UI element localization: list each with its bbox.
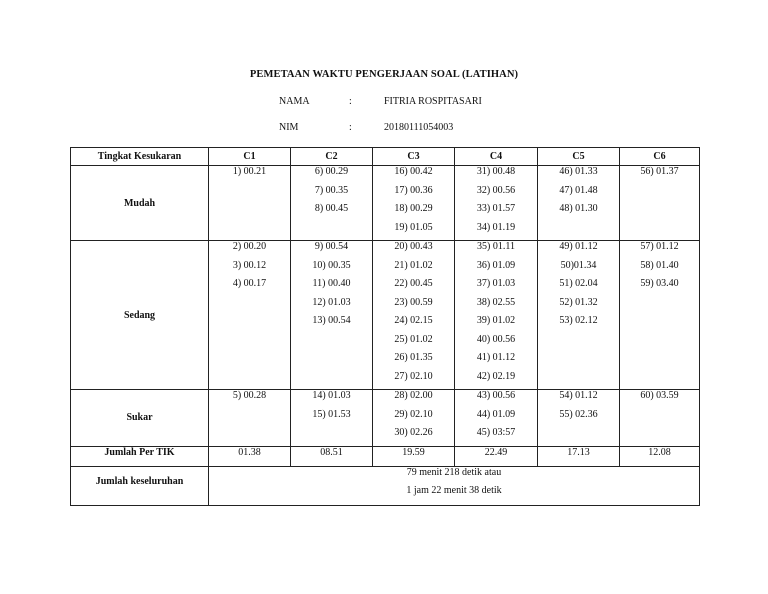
time-entry: 8) 00.45 [314,203,349,214]
total-c2: 08.51 [291,446,373,466]
cell-sedang-c3 [373,241,455,390]
total-label: Jumlah Per TIK [71,446,209,466]
row-label-sedang: Sedang [71,241,209,390]
time-entry: 22) 00.45 [394,278,433,289]
time-entry: 36) 01.09 [476,259,516,271]
row-label-mudah: Mudah [71,166,209,241]
time-entry: 20) 00.43 [394,241,433,252]
time-entry: 46) 01.33 [559,166,598,177]
time-entry: 43) 00.56 [476,390,516,401]
time-entry: 56) 01.37 [640,166,679,177]
time-entry: 25) 01.02 [394,333,433,345]
header-row [71,148,700,166]
header-c1: C1 [209,148,291,166]
total-c6: 12.08 [620,446,700,466]
row-jumlah-keseluruhan [71,466,700,505]
time-entry: 19) 01.05 [394,221,433,233]
cell-sedang-c6 [620,241,700,390]
cell-sukar-c5 [538,390,620,447]
time-entry: 28) 02.00 [394,390,433,401]
time-entry: 26) 01.35 [394,352,433,363]
nim-label: NIM [279,122,299,133]
time-entry: 44) 01.09 [476,408,516,420]
time-entry: 52) 01.32 [559,296,598,308]
time-entry: 6) 00.29 [314,166,349,177]
cell-sedang-c2 [291,241,373,390]
cell-sedang-c4 [455,241,538,390]
cell-sukar-c2 [291,390,373,447]
cell-mudah-c3 [373,166,455,241]
time-entry: 24) 02.15 [394,315,433,326]
time-entry: 18) 00.29 [394,203,433,214]
document-title: PEMETAAN WAKTU PENGERJAAN SOAL (LATIHAN) [249,69,519,80]
time-entry: 50)01.34 [560,259,597,271]
row-label-sukar: Sukar [71,390,209,447]
time-entry: 35) 01.11 [477,241,515,252]
time-entry: 49) 01.12 [559,241,598,252]
time-entry: 33) 01.57 [476,203,516,214]
overall-line-1: 79 menit 218 detik atau [406,466,502,478]
header-c6: C6 [620,148,700,166]
nim-value: 20180111054003 [384,122,454,133]
time-entry: 51) 02.04 [559,278,598,289]
time-entry: 54) 01.12 [559,390,598,401]
name-value: FITRIA ROSPITASARI [384,96,482,107]
time-entry: 23) 00.59 [394,296,433,308]
overall-value [209,466,700,505]
time-entry: 47) 01.48 [559,184,598,196]
time-entry: 11) 00.40 [312,278,351,289]
row-sukar [71,390,700,447]
time-entry: 21) 01.02 [394,259,433,271]
time-entry: 42) 02.19 [476,370,516,382]
time-entry: 27) 02.10 [394,370,433,382]
time-entry: 41) 01.12 [476,352,516,363]
time-entry: 55) 02.36 [559,408,598,420]
time-entry: 48) 01.30 [559,203,598,214]
name-separator: : [349,96,352,107]
time-entry: 58) 01.40 [640,259,679,271]
name-label: NAMA [279,96,310,107]
time-entry: 60) 03.59 [640,390,679,401]
header-tingkat-kesukaran: Tingkat Kesukaran [71,148,209,166]
cell-sukar-c6 [620,390,700,447]
time-entry: 14) 01.03 [312,390,351,401]
total-c3: 19.59 [373,446,455,466]
time-entry: 12) 01.03 [312,296,351,308]
cell-sukar-c1 [209,390,291,447]
cell-mudah-c5 [538,166,620,241]
time-entry: 7) 00.35 [314,184,349,196]
time-entry: 16) 00.42 [394,166,433,177]
header-c2: C2 [291,148,373,166]
time-entry: 10) 00.35 [312,259,351,271]
time-entry: 9) 00.54 [314,241,349,252]
time-entry: 15) 01.53 [312,408,351,420]
header-c3: C3 [373,148,455,166]
row-jumlah-per-tik [71,446,700,466]
total-c4: 22.49 [455,446,538,466]
total-c1: 01.38 [209,446,291,466]
time-entry: 37) 01.03 [476,278,516,289]
time-entry: 38) 02.55 [476,296,516,308]
time-entry: 1) 00.21 [232,166,267,177]
header-c4: C4 [455,148,538,166]
nim-separator: : [349,122,352,133]
total-c5: 17.13 [538,446,620,466]
time-entry: 53) 02.12 [559,315,598,326]
time-entry: 13) 00.54 [312,315,351,326]
time-mapping-table [70,147,700,506]
cell-mudah-c1 [209,166,291,241]
time-entry: 30) 02.26 [394,427,433,438]
cell-sedang-c1 [209,241,291,390]
cell-sukar-c3 [373,390,455,447]
cell-sukar-c4 [455,390,538,447]
cell-mudah-c6 [620,166,700,241]
time-entry: 29) 02.10 [394,408,433,420]
time-entry: 3) 00.12 [232,259,267,271]
cell-mudah-c4 [455,166,538,241]
time-entry: 57) 01.12 [640,241,679,252]
time-entry: 32) 00.56 [476,184,516,196]
time-entry: 34) 01.19 [476,221,516,233]
time-entry: 17) 00.36 [394,184,433,196]
overall-label: Jumlah keseluruhan [71,466,209,505]
time-entry: 2) 00.20 [232,241,267,252]
header-c5: C5 [538,148,620,166]
row-sedang [71,241,700,390]
time-entry: 59) 03.40 [640,278,679,289]
cell-mudah-c2 [291,166,373,241]
time-entry: 39) 01.02 [476,315,516,326]
time-entry: 31) 00.48 [476,166,516,177]
time-entry: 45) 03:57 [476,427,516,438]
time-entry: 4) 00.17 [232,278,267,289]
cell-sedang-c5 [538,241,620,390]
time-entry: 5) 00.28 [232,390,267,401]
row-mudah [71,166,700,241]
overall-line-2: 1 jam 22 menit 38 detik [406,484,502,496]
time-entry: 40) 00.56 [476,333,516,345]
